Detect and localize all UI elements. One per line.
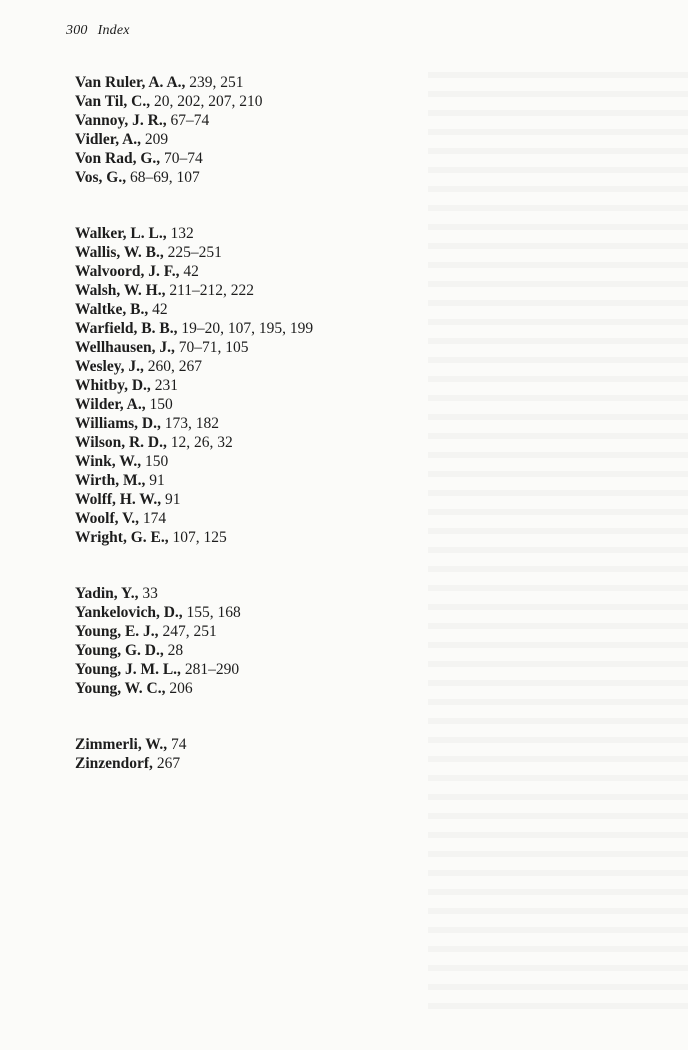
index-entry xyxy=(75,414,375,433)
index-entry-name: Van Ruler, A. A., xyxy=(75,74,186,91)
index-entry xyxy=(75,735,375,754)
index-entry-name: Zimmerli, W., xyxy=(75,736,168,753)
reverse-page-bleed-through xyxy=(428,60,688,1020)
index-entry-name: Van Til, C., xyxy=(75,93,151,110)
index-entry xyxy=(75,130,375,149)
index-letter-group xyxy=(75,73,375,187)
index-entry-pages: 173, 182 xyxy=(160,415,219,432)
index-entry-pages: 107, 125 xyxy=(168,529,227,546)
index-entry-pages: 42 xyxy=(148,301,168,318)
index-entry-pages: 231 xyxy=(150,377,178,394)
index-entry-name: Wirth, M., xyxy=(75,472,146,489)
index-entry xyxy=(75,376,375,395)
index-entry xyxy=(75,490,375,509)
index-entry xyxy=(75,603,375,622)
index-entry xyxy=(75,300,375,319)
index-entry xyxy=(75,224,375,243)
index-letter-group xyxy=(75,584,375,698)
index-entry-pages: 267 xyxy=(152,755,181,772)
index-entry-name: Young, J. M. L., xyxy=(75,661,181,678)
index-entry xyxy=(75,168,375,187)
index-entry-pages: 12, 26, 32 xyxy=(166,434,233,451)
index-entry-pages: 155, 168 xyxy=(182,604,241,621)
index-entry xyxy=(75,243,375,262)
index-entry-pages: 174 xyxy=(139,510,167,527)
index-entry xyxy=(75,149,375,168)
index-entry xyxy=(75,622,375,641)
index-entry xyxy=(75,111,375,130)
running-head xyxy=(66,23,130,39)
index-entry-name: Vos, G., xyxy=(75,169,127,186)
index-entry-pages: 67–74 xyxy=(166,112,210,129)
index-entry-pages: 33 xyxy=(138,585,158,602)
index-entry-pages: 19–20, 107, 195, 199 xyxy=(177,320,314,337)
index-entry-name: Von Rad, G., xyxy=(75,150,161,167)
index-entry-pages: 239, 251 xyxy=(185,74,244,91)
index-entry-name: Vannoy, J. R., xyxy=(75,112,167,129)
index-entry-pages: 260, 267 xyxy=(143,358,203,375)
index-entry xyxy=(75,338,375,357)
index-entry xyxy=(75,754,375,773)
index-entry-pages: 70–71, 105 xyxy=(174,339,249,356)
index-entry xyxy=(75,471,375,490)
index-entry-pages: 20, 202, 207, 210 xyxy=(150,93,263,110)
index-entry-name: Vidler, A., xyxy=(75,131,142,148)
index-entry-pages: 209 xyxy=(141,131,169,148)
index-entry-name: Wellhausen, J., xyxy=(75,339,175,356)
index-entry-pages: 206 xyxy=(165,680,193,697)
index-entry-name: Wolff, H. W., xyxy=(75,491,162,508)
index-letter-group xyxy=(75,735,375,773)
index-entry-pages: 91 xyxy=(161,491,181,508)
index-entry-name: Wink, W., xyxy=(75,453,142,470)
index-entry xyxy=(75,262,375,281)
index-entry-pages: 225–251 xyxy=(163,244,222,261)
index-entry xyxy=(75,679,375,698)
index-entry xyxy=(75,73,375,92)
index-entry xyxy=(75,357,375,376)
index-entry-name: Wesley, J., xyxy=(75,358,144,375)
index-entry-name: Young, G. D., xyxy=(75,642,164,659)
index-entry xyxy=(75,509,375,528)
index-entry xyxy=(75,319,375,338)
index-entry-pages: 70–74 xyxy=(160,150,203,167)
index-entry xyxy=(75,281,375,300)
index-entry-name: Young, W. C., xyxy=(75,680,166,697)
index-entry-name: Waltke, B., xyxy=(75,301,149,318)
index-entry xyxy=(75,452,375,471)
index-entry-name: Walvoord, J. F., xyxy=(75,263,180,280)
index-entry xyxy=(75,395,375,414)
index-entry-name: Williams, D., xyxy=(75,415,161,432)
index-entry xyxy=(75,433,375,452)
index-entry-name: Wilder, A., xyxy=(75,396,146,413)
index-entry-pages: 247, 251 xyxy=(158,623,217,640)
page-number: 300 xyxy=(66,23,88,38)
index-entry xyxy=(75,584,375,603)
index-entry-name: Yadin, Y., xyxy=(75,585,139,602)
index-entry xyxy=(75,92,375,111)
index-entry-name: Warfield, B. B., xyxy=(75,320,178,337)
index-entry-pages: 68–69, 107 xyxy=(126,169,200,186)
index-entry-pages: 42 xyxy=(179,263,199,280)
section-title: Index xyxy=(97,23,130,38)
index-entry-pages: 281–290 xyxy=(180,661,240,678)
index-entry xyxy=(75,641,375,660)
index-entry-pages: 132 xyxy=(166,225,194,242)
index-entry-name: Walsh, W. H., xyxy=(75,282,166,299)
index-entry xyxy=(75,528,375,547)
index-entry-pages: 28 xyxy=(163,642,184,659)
index-entry-name: Whitby, D., xyxy=(75,377,151,394)
index-list xyxy=(75,73,375,773)
index-entry-pages: 91 xyxy=(145,472,165,489)
index-entry-name: Young, E. J., xyxy=(75,623,159,640)
index-entry-name: Zinzendorf, xyxy=(75,755,153,772)
index-entry-name: Woolf, V., xyxy=(75,510,140,527)
index-entry-name: Wright, G. E., xyxy=(75,529,169,546)
index-entry-name: Wallis, W. B., xyxy=(75,244,164,261)
index-entry xyxy=(75,660,375,679)
index-entry-pages: 150 xyxy=(145,396,173,413)
index-entry-pages: 150 xyxy=(141,453,169,470)
index-entry-name: Yankelovich, D., xyxy=(75,604,183,621)
index-entry-name: Walker, L. L., xyxy=(75,225,167,242)
index-entry-pages: 211–212, 222 xyxy=(165,282,255,299)
index-entry-name: Wilson, R. D., xyxy=(75,434,167,451)
index-letter-group xyxy=(75,224,375,547)
index-entry-pages: 74 xyxy=(167,736,187,753)
